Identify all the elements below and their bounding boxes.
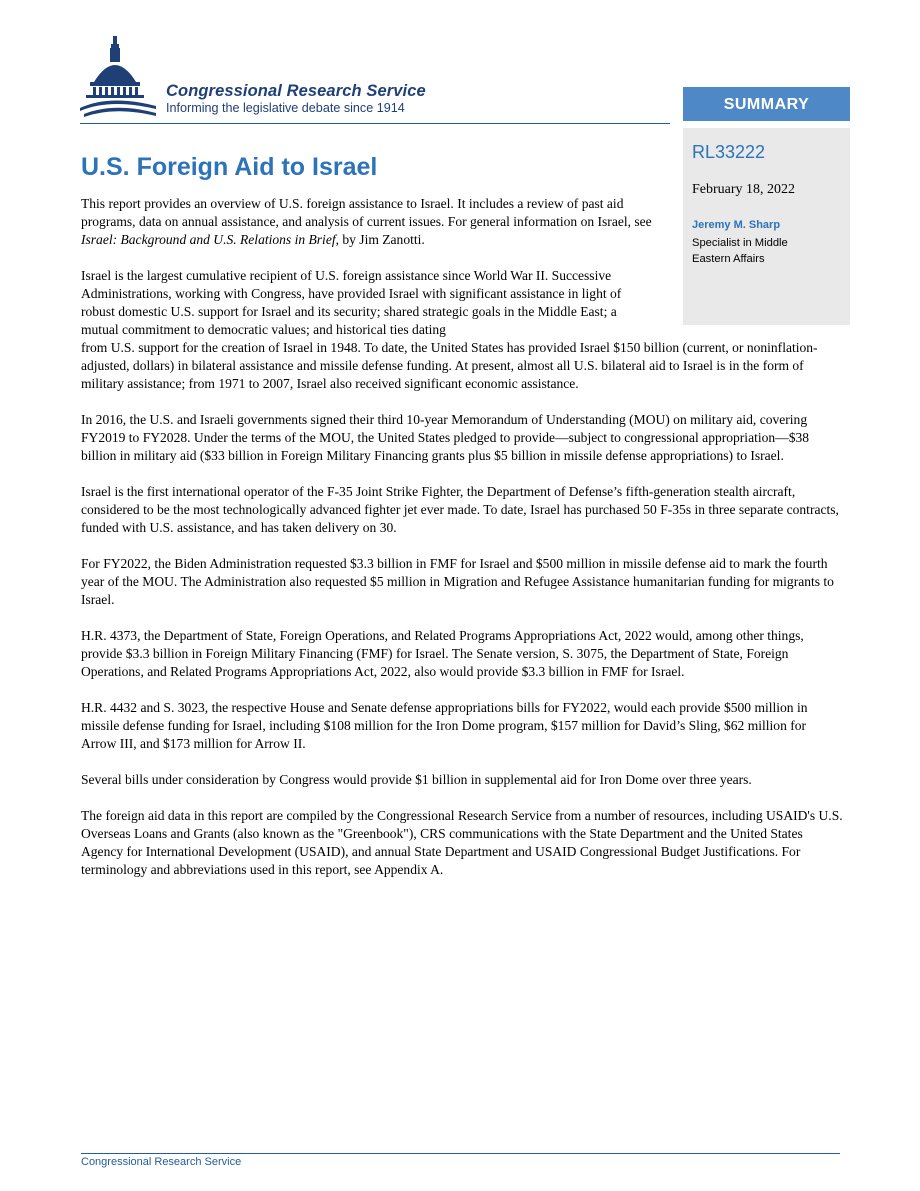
header-divider	[80, 123, 670, 124]
footer-text: Congressional Research Service	[81, 1156, 242, 1168]
paragraph: For FY2022, the Biden Administration requested $3.3 billion in FMF for Israel and $500 million in missile defense aid to mark the fourth year of the MOU. The Administration also requested $5 million in Migration and Refugee Assistance humanitarian funding for migrants to Israel.	[81, 556, 834, 607]
document-body	[81, 195, 843, 897]
intro-text: This report provides an overview of U.S. foreign assistance to Israel. It includes a review of past aid programs, data on annual assistance, and analysis of current issues. For general information on Israel, see	[81, 196, 652, 229]
author-title: Specialist in Middle Eastern Affairs	[692, 237, 788, 265]
org-tagline: Informing the legislative debate since 1914	[166, 101, 405, 115]
footer-divider	[81, 1153, 840, 1154]
paragraph: Several bills under consideration by Congress would provide $1 billion in supplemental aid for Iron Dome over three years.	[81, 772, 752, 787]
paragraph-bottom: from U.S. support for the creation of Israel in 1948. To date, the United States has provided Israel $150 billion (current, or noninflation-adjusted, dollars) in bilateral assistance and missile defense funding. At present, almost all U.S. bilateral aid to Israel is in the form of military assistance; from 1971 to 2007, Israel also received significant economic assistance.	[81, 340, 818, 391]
report-date: February 18, 2022	[692, 182, 796, 197]
paragraph-top: Israel is the largest cumulative recipient of U.S. foreign assistance since World War II. Successive Administrations, working with Congress, have provided Israel with significant assistance in light of robust domestic U.S. support for Israel and its security; shared strategic goals in the Middle East; a mutual commitment to democratic values; and historical ties dating	[81, 268, 622, 337]
report-number: RL33222	[692, 142, 766, 162]
page-title: U.S. Foreign Aid to Israel	[81, 153, 378, 181]
referenced-report-link[interactable]: Israel: Background and U.S. Relations in Brief	[81, 232, 336, 247]
author-name[interactable]: Jeremy M. Sharp	[692, 219, 781, 231]
paragraph: H.R. 4432 and S. 3023, the respective House and Senate defense appropriations bills for FY2022, would each provide $500 million in missile defense funding for Israel, including $108 million for the Iron Dome program, $157 million for David’s Sling, $62 million for Arrow III, and $173 million for Arrow II.	[81, 700, 808, 751]
intro-text-end: , by Jim Zanotti.	[335, 232, 425, 247]
summary-label: SUMMARY	[683, 87, 850, 121]
paragraph: Israel is the first international operator of the F-35 Joint Strike Fighter, the Department of Defense’s fifth-generation stealth aircraft, considered to be the most technologically advanced fighter jet ever made. To date, Israel has purchased 50 F-35s in three separate contracts, funded with U.S. assistance, and has taken delivery on 30.	[81, 484, 839, 535]
paragraph	[81, 267, 843, 393]
paragraph: H.R. 4373, the Department of State, Foreign Operations, and Related Programs Appropriations Act, 2022 would, among other things, provide $3.3 billion in Foreign Military Financing (FMF) for Israel. The Senate version, S. 3075, the Department of State, Foreign Operations, and Related Programs Appropriations Act, 2022, also would provide $3.3 billion in FMF for Israel.	[81, 628, 804, 679]
intro-paragraph	[81, 195, 656, 249]
paragraph: The foreign aid data in this report are compiled by the Congressional Research Service from a number of resources, including USAID's U.S. Overseas Loans and Grants (also known as the "Greenbook"), CRS communications with the State Department and the United States Agency for International Development (USAID), and annual State Department and USAID Congressional Budget Justifications. For terminology and abbreviations used in this report, see Appendix A.	[81, 808, 843, 877]
paragraph: In 2016, the U.S. and Israeli governments signed their third 10-year Memorandum of Understanding (MOU) on military aid, covering FY2019 to FY2028. Under the terms of the MOU, the United States pledged to provide—subject to congressional appropriation—$38 billion in military aid ($33 billion in Foreign Military Financing grants plus $5 billion in missile defense appropriations) to Israel.	[81, 412, 810, 463]
capitol-dome-icon	[80, 34, 162, 122]
org-name: Congressional Research Service	[166, 82, 426, 100]
